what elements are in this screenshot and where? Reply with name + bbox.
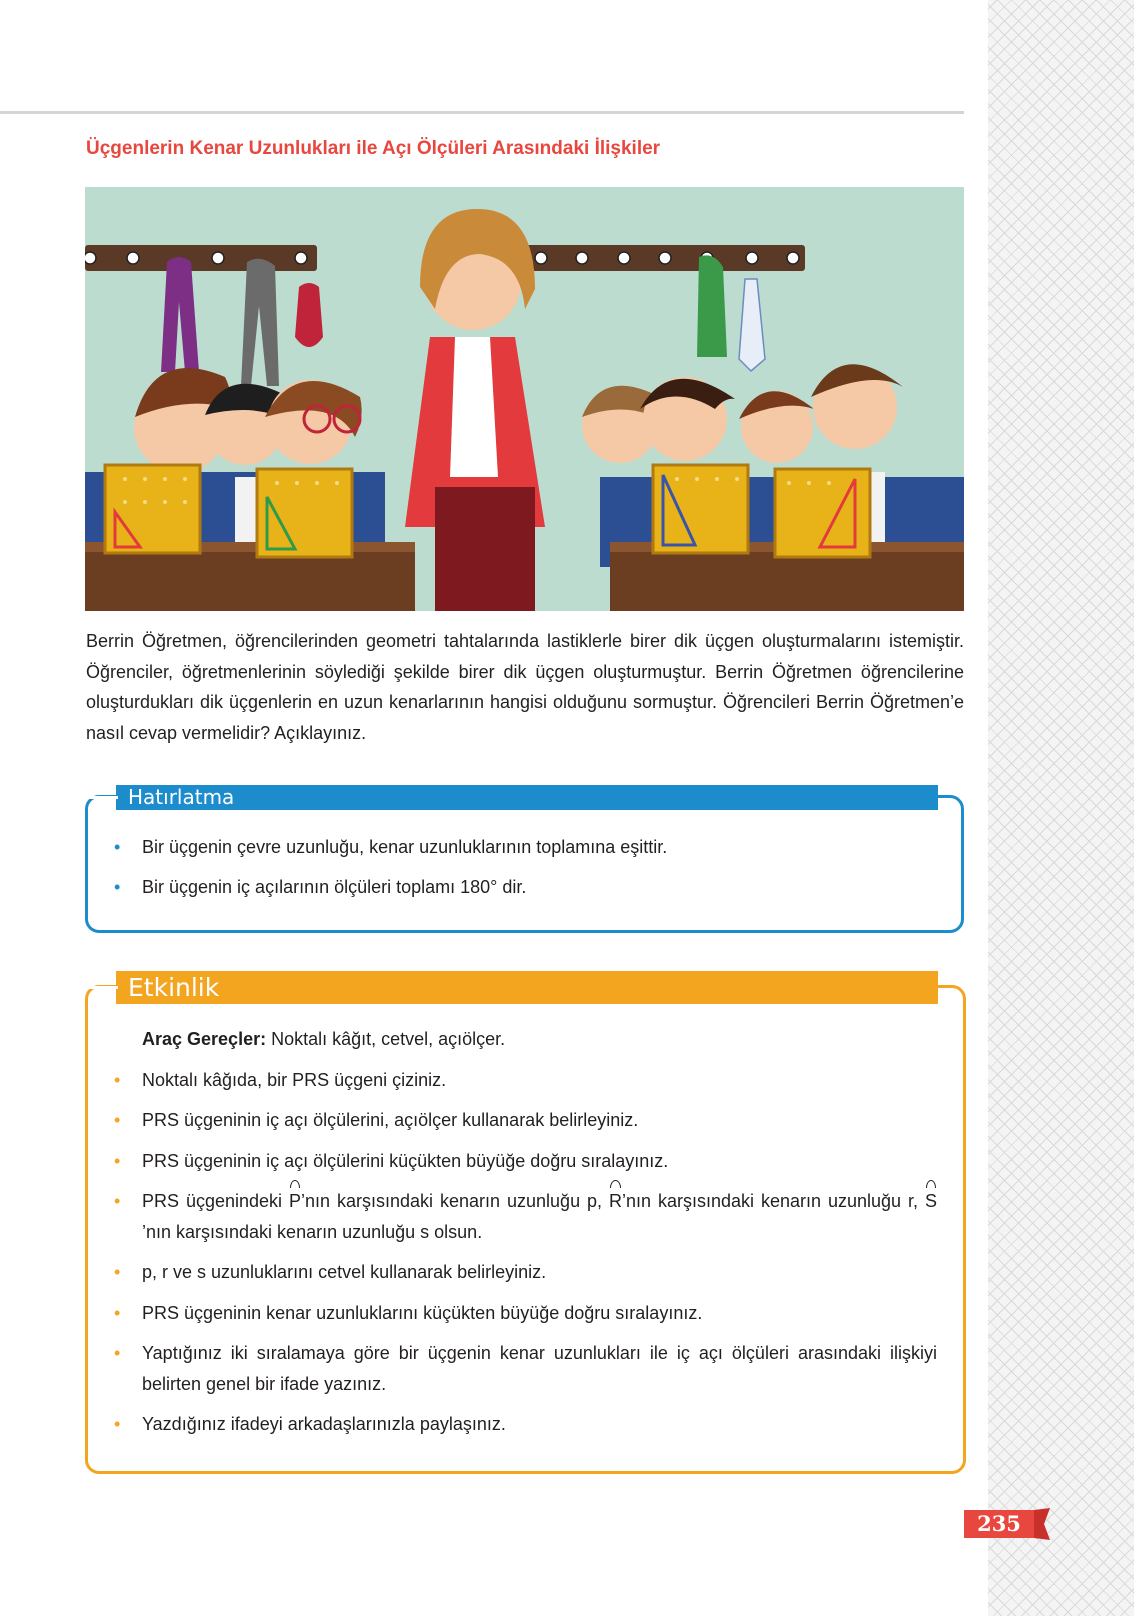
classroom-illustration (85, 187, 964, 611)
angle-s: S (925, 1186, 937, 1217)
list-item: • p, r ve s uzunluklarını cetvel kullanarak belirleyiniz. (112, 1257, 937, 1288)
materials-text: Noktalı kâğıt, cetvel, açıölçer. (266, 1029, 506, 1049)
item-text: ’nın karşısındaki kenarın uzunluğu p, (301, 1191, 610, 1211)
list-item: • PRS üçgeninin kenar uzunluklarını küçükten büyüğe doğru sıralayınız. (112, 1298, 937, 1329)
page-number-tab (964, 1508, 1050, 1540)
materials-label: Araç Gereçler: (142, 1029, 267, 1049)
list-item: • Yazdığınız ifadeyi arkadaşlarınızla paylaşınız. (112, 1409, 937, 1440)
angle-p: P (289, 1186, 301, 1217)
section-title: Üçgenlerin Kenar Uzunlukları ile Açı Ölçüleri Arasındaki İlişkiler (86, 138, 661, 159)
materials-line (112, 1024, 937, 1055)
intro-paragraph: Berrin Öğretmen, öğrencilerinden geometri tahtalarında lastiklerle birer dik üçgen oluşturmalarını istemiştir. Öğrenciler, öğretmenlerinin söylediği şekilde birer dik üçgen oluşturmuştur. Berrin Öğretmen öğrencilerine oluşturdukları dik üçgenlerin en uzun kenarlarının hangisi olduğunu sormuştur. Öğrencileri Berrin Öğretmen’e nasıl cevap vermelidir? Açıklayınız. (86, 631, 964, 743)
item-text: ’nın karşısındaki kenarın uzunluğu s olsun. (142, 1221, 483, 1242)
angle-r: R (609, 1186, 622, 1217)
reminder-heading: Hatırlatma (116, 785, 938, 810)
side-pattern (988, 0, 1134, 1616)
list-item: • Bir üçgenin iç açılarının ölçüleri toplamı 180° dir. (112, 872, 935, 903)
list-item: • Bir üçgenin çevre uzunluğu, kenar uzunluklarının toplamına eşittir. (112, 832, 935, 863)
list-item: • Noktalı kâğıda, bir PRS üçgeni çiziniz. (112, 1065, 937, 1096)
activity-heading: Etkinlik (116, 971, 938, 1004)
top-rule (0, 111, 964, 114)
reminder-list (112, 832, 935, 911)
list-item: • PRS üçgeninin iç açı ölçülerini küçükten büyüğe doğru sıralayınız. (112, 1146, 937, 1177)
list-item: • PRS üçgeninin iç açı ölçülerini, açıölçer kullanarak belirleyiniz. (112, 1105, 937, 1136)
list-item (112, 1186, 937, 1247)
activity-box (85, 973, 966, 1474)
list-item: • Yaptığınız iki sıralamaya göre bir üçgenin kenar uzunlukları ile iç açı ölçüleri arasındaki ilişkiyi belirten genel bir ifade yazınız. (112, 1338, 937, 1399)
activity-list (112, 1024, 937, 1450)
reminder-box (85, 785, 964, 933)
item-text: PRS üçgenindeki (142, 1191, 290, 1211)
page-number: 235 (977, 1511, 1021, 1536)
item-text: ’nın karşısındaki kenarın uzunluğu r, (622, 1191, 925, 1211)
